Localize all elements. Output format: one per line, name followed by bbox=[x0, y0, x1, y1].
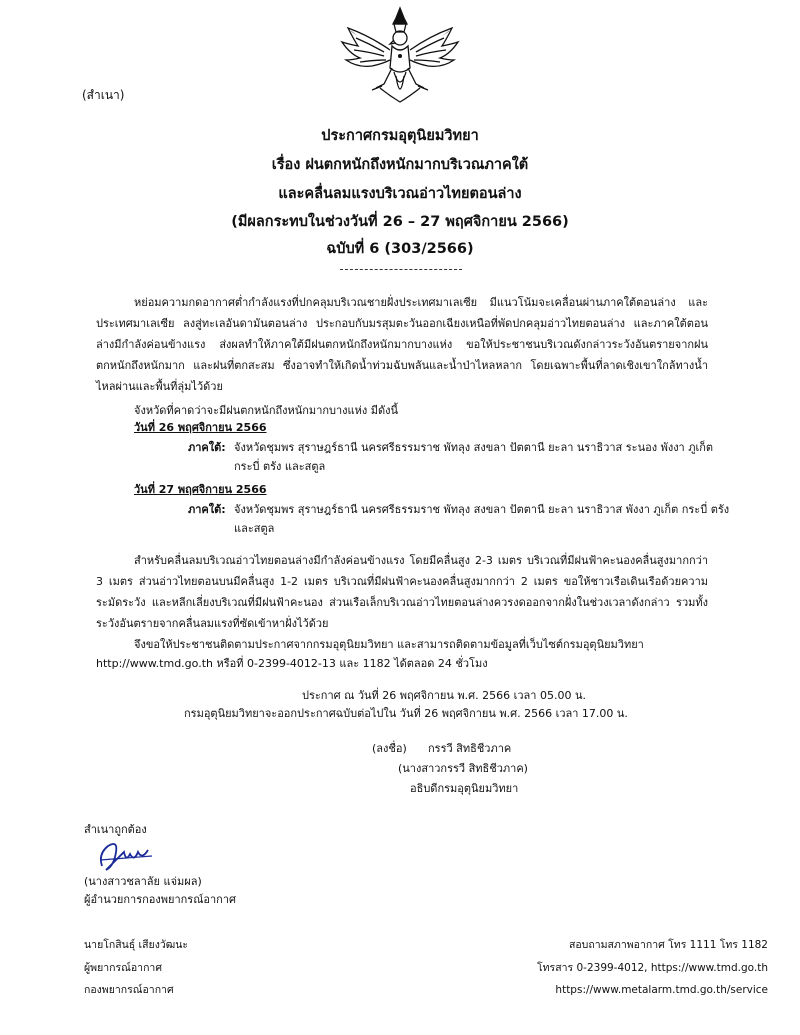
title-divider bbox=[340, 269, 462, 270]
effect-period: (มีผลกระทบในช่วงวันที่ 26 – 27 พฤศจิกายน 2566) bbox=[231, 214, 569, 230]
footer-phone: สอบถามสภาพอากาศ โทร 1111 โทร 1182 bbox=[568, 939, 768, 951]
day1-region: ภาคใต้: bbox=[188, 441, 226, 454]
certified-name: (นางสาวชลาลัย แจ่มผล) bbox=[84, 875, 202, 888]
issue-number: ฉบับที่ 6 (303/2566) bbox=[326, 241, 474, 257]
footer-contact-dept: กองพยากรณ์อากาศ bbox=[84, 984, 174, 996]
day2-date: วันที่ 27 พฤศจิกายน 2566 bbox=[134, 483, 267, 496]
signatory-full-name: (นางสาวกรรวี สิทธิชีวภาค) bbox=[398, 762, 528, 775]
signed-name: กรรวี สิทธิชีวภาค bbox=[428, 742, 512, 755]
handwritten-signature bbox=[96, 836, 156, 876]
day1-provinces-cont: กระบี่ ตรัง และสตูล bbox=[234, 460, 326, 473]
day2-provinces: จังหวัดชุมพร สุราษฎร์ธานี นครศรีธรรมราช พัทลุง สงขลา ปัตตานี ยะลา นราธิวาส พังงา ภูเก็ต กระบี่ ตรัง bbox=[234, 503, 730, 516]
announcement-subject: เรื่อง ฝนตกหนักถึงหนักมากบริเวณภาคใต้ bbox=[271, 157, 529, 173]
body-paragraph-3: จึงขอให้ประชาชนติดตามประกาศจากกรมอุตุนิยมวิทยา และสามารถติดตามข้อมูลที่เว็บไซต์กรมอุตุนิยมวิทยา bbox=[134, 638, 644, 651]
issued-time: ประกาศ ณ วันที่ 26 พฤศจิกายน พ.ศ. 2566 เวลา 05.00 น. bbox=[302, 689, 586, 702]
footer-service-link[interactable]: https://www.metalarm.tmd.go.th/service bbox=[555, 984, 768, 996]
certified-position: ผู้อำนวยการกองพยากรณ์อากาศ bbox=[84, 893, 237, 906]
body-paragraph-3-cont: http://www.tmd.go.th หรือที่ 0-2399-4012-13 และ 1182 ได้ตลอด 24 ชั่วโมง bbox=[96, 657, 488, 670]
footer-fax-website[interactable]: โทรสาร 0-2399-4012, https://www.tmd.go.th bbox=[537, 962, 768, 974]
signed-label: (ลงชื่อ) bbox=[372, 742, 407, 755]
copy-mark: (สำเนา) bbox=[82, 88, 125, 102]
certified-label: สำเนาถูกต้อง bbox=[84, 823, 147, 836]
body-paragraph-1: หย่อมความกดอากาศต่ำกำลังแรงที่ปกคลุมบริเวณชายฝั่งประเทศมาเลเซีย มีแนวโน้มจะเคลื่อนผ่านภาคใต้ตอนล่าง และประเทศมาเลเซีย ลงสู่ทะเลอันดามันตอนล่าง ประกอบกับมรสุมตะวันออกเฉียงเหนือที่พัดปกคลุมอ่าวไทยตอนล่าง และภาคใต้ตอนล่างมีกำลังค่อนข้างแรง ส่งผลทำให้ภาคใต้มีฝนตกหนักถึงหนักมากบางแห่ง ขอให้ประชาชนบริเวณดังกล่าวระวังอันตรายจากฝนตกหนักถึงหนักมาก และฝนที่ตกสะสม ซึ่งอาจทำให้เกิดน้ำท่วมฉับพลันและน้ำป่าไหลหลาก โดยเฉพาะพื้นที่ลาดเชิงเขาใกล้ทางน้ำไหลผ่านและพื้นที่ลุ่มไว้ด้วย bbox=[96, 296, 708, 393]
day2-provinces-cont: และสตูล bbox=[234, 522, 275, 535]
provinces-intro: จังหวัดที่คาดว่าจะมีฝนตกหนักถึงหนักมากบางแห่ง มีดังนี้ bbox=[134, 404, 399, 417]
next-issue-time: กรมอุตุนิยมวิทยาจะออกประกาศฉบับต่อไปใน วันที่ 26 พฤศจิกายน พ.ศ. 2566 เวลา 17.00 น. bbox=[184, 707, 628, 720]
footer-contact-role: ผู้พยากรณ์อากาศ bbox=[84, 962, 162, 974]
garuda-emblem-icon bbox=[336, 6, 464, 108]
day1-date: วันที่ 26 พฤศจิกายน 2566 bbox=[134, 421, 267, 434]
signatory-position: อธิบดีกรมอุตุนิยมวิทยา bbox=[410, 782, 519, 795]
announcement-subject-2: และคลื่นลมแรงบริเวณอ่าวไทยตอนล่าง bbox=[278, 186, 522, 202]
day1-provinces: จังหวัดชุมพร สุราษฎร์ธานี นครศรีธรรมราช พัทลุง สงขลา ปัตตานี ยะลา นราธิวาส ระนอง พังงา ภูเก็ต bbox=[234, 441, 714, 454]
footer-contact-name: นายโกสินธุ์ เสียงวัฒนะ bbox=[84, 939, 189, 951]
body-paragraph-2: สำหรับคลื่นลมบริเวณอ่าวไทยตอนล่างมีกำลังค่อนข้างแรง โดยมีคลื่นสูง 2-3 เมตร บริเวณที่มีฝนฟ้าคะนองคลื่นสูงมากกว่า 3 เมตร ส่วนอ่าวไทยตอนบนมีคลื่นสูง 1-2 เมตร บริเวณที่มีฝนฟ้าคะนองคลื่นสูงมากกว่า 2 เมตร ขอให้ชาวเรือเดินเรือด้วยความระมัดระวัง และหลีกเลี่ยงบริเวณที่มีฝนฟ้าคะนอง ส่วนเรือเล็กบริเวณอ่าวไทยตอนล่างควรงดออกจากฝั่งในช่วงเวลาดังกล่าว รวมทั้งระวังอันตรายจากคลื่นลมแรงที่ซัดเข้าหาฝั่งไว้ด้วย bbox=[96, 554, 708, 630]
announcement-title: ประกาศกรมอุตุนิยมวิทยา bbox=[321, 128, 479, 144]
day2-region: ภาคใต้: bbox=[188, 503, 226, 516]
